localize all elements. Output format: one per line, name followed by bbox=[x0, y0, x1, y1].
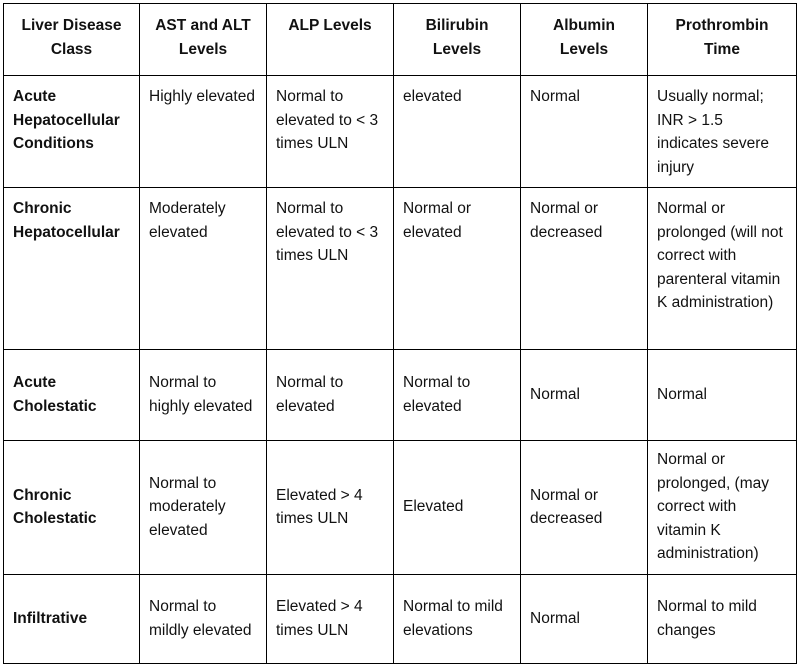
cell-class: Chronic Cholestatic bbox=[4, 441, 140, 575]
table-row bbox=[4, 350, 797, 441]
cell-ast-alt: Highly elevated bbox=[140, 76, 267, 188]
cell-albumin: Normal or decreased bbox=[521, 188, 648, 350]
cell-prothrombin: Normal bbox=[648, 350, 797, 441]
cell-class: Chronic Hepatocellular bbox=[4, 188, 140, 350]
cell-bilirubin: Normal to elevated bbox=[394, 350, 521, 441]
cell-ast-alt: Normal to moderately elevated bbox=[140, 441, 267, 575]
cell-bilirubin: Normal to mild elevations bbox=[394, 575, 521, 664]
cell-ast-alt: Moderately elevated bbox=[140, 188, 267, 350]
cell-alp: Normal to elevated to < 3 times ULN bbox=[267, 76, 394, 188]
table-row bbox=[4, 188, 797, 350]
table-row bbox=[4, 441, 797, 575]
cell-class: Acute Hepatocellular Conditions bbox=[4, 76, 140, 188]
header-bilirubin-levels: Bilirubin Levels bbox=[394, 4, 521, 76]
cell-ast-alt: Normal to mildly elevated bbox=[140, 575, 267, 664]
cell-bilirubin: Normal or elevated bbox=[394, 188, 521, 350]
cell-albumin: Normal or decreased bbox=[521, 441, 648, 575]
cell-bilirubin: elevated bbox=[394, 76, 521, 188]
cell-alp: Elevated > 4 times ULN bbox=[267, 441, 394, 575]
cell-bilirubin: Elevated bbox=[394, 441, 521, 575]
header-liver-disease-class: Liver Disease Class bbox=[4, 4, 140, 76]
cell-class: Infiltrative bbox=[4, 575, 140, 664]
cell-class: Acute Cholestatic bbox=[4, 350, 140, 441]
table-row bbox=[4, 76, 797, 188]
header-row bbox=[4, 4, 797, 76]
cell-prothrombin: Normal or prolonged, (may correct with vitamin K administration) bbox=[648, 441, 797, 575]
cell-albumin: Normal bbox=[521, 76, 648, 188]
header-albumin-levels: Albumin Levels bbox=[521, 4, 648, 76]
cell-albumin: Normal bbox=[521, 350, 648, 441]
cell-prothrombin: Normal or prolonged (will not correct with parenteral vitamin K administration) bbox=[648, 188, 797, 350]
header-ast-alt-levels: AST and ALT Levels bbox=[140, 4, 267, 76]
cell-alp: Normal to elevated bbox=[267, 350, 394, 441]
header-alp-levels: ALP Levels bbox=[267, 4, 394, 76]
cell-alp: Normal to elevated to < 3 times ULN bbox=[267, 188, 394, 350]
cell-albumin: Normal bbox=[521, 575, 648, 664]
liver-disease-table bbox=[3, 3, 797, 664]
cell-prothrombin: Normal to mild changes bbox=[648, 575, 797, 664]
cell-alp: Elevated > 4 times ULN bbox=[267, 575, 394, 664]
cell-prothrombin: Usually normal; INR > 1.5 indicates severe injury bbox=[648, 76, 797, 188]
cell-ast-alt: Normal to highly elevated bbox=[140, 350, 267, 441]
header-prothrombin-time: Prothrombin Time bbox=[648, 4, 797, 76]
table-row bbox=[4, 575, 797, 664]
